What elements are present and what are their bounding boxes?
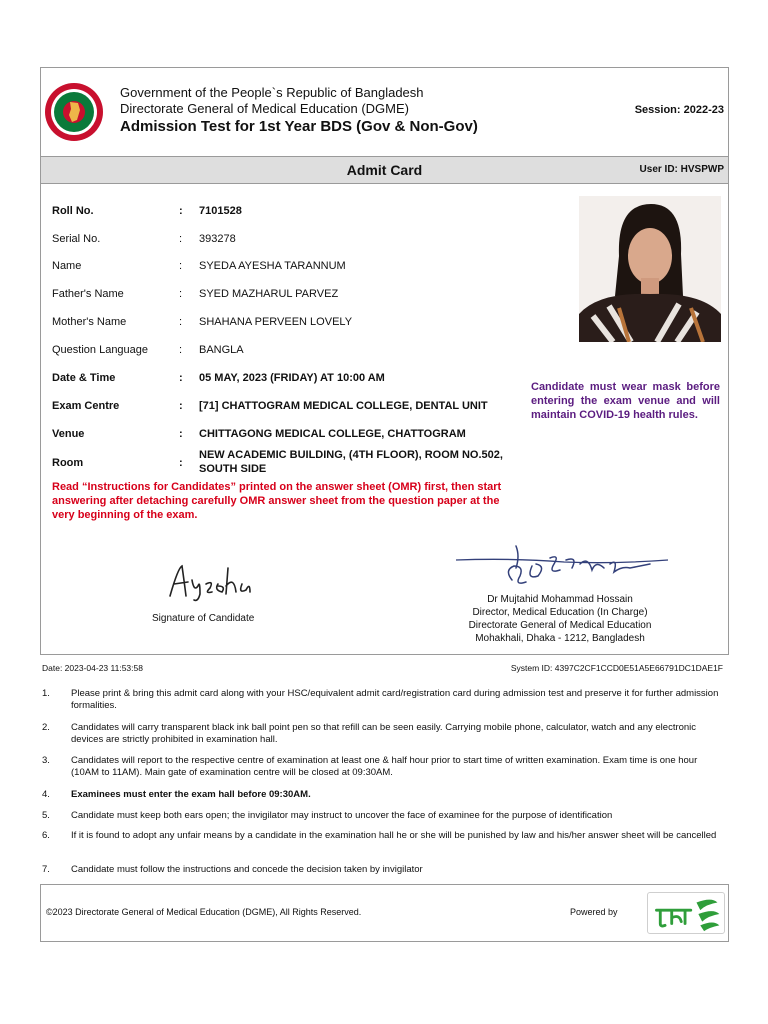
instruction-item: [42, 722, 722, 746]
instruction-number: 7.: [42, 864, 50, 875]
colon: :: [179, 400, 183, 412]
director-address: Mohakhali, Dhaka - 1212, Bangladesh: [475, 633, 645, 644]
father-label: Father's Name: [52, 288, 124, 300]
government-name: Government of the People`s Republic of Bangladesh: [120, 85, 424, 100]
system-id: System ID: 4397C2CF1CCD0E51A5E66791DC1DAE1F: [510, 663, 723, 673]
room-value-line2: SOUTH SIDE: [199, 463, 267, 475]
colon: :: [179, 344, 183, 356]
serial-value: 393278: [199, 233, 236, 245]
roll-value: 7101528: [199, 205, 242, 217]
colon: :: [179, 260, 183, 272]
instruction-text: Candidates will carry transparent black ink ball point pen so that refill can be seen easily. Carrying mobile phone, calculator, watch and any electronic devices are strictly prohibited in examination hall.: [71, 722, 697, 745]
instruction-text: Candidates will report to the respective centre of examination at least one & half hour prior to start time of written examination. Exam time is one hour (10AM to 11AM). Main gate of examination centre will be closed at 09:30AM.: [71, 755, 698, 778]
candidate-photo: [579, 196, 721, 342]
colon: :: [179, 428, 183, 440]
instruction-number: 6.: [42, 830, 50, 841]
centre-label: Exam Centre: [52, 400, 120, 412]
omr-instruction: Read “Instructions for Candidates” printed on the answer sheet (OMR) first, then start answering after detaching carefully OMR answer sheet from the question paper at the very beginning of the exam.: [52, 481, 502, 521]
instruction-item: [42, 864, 722, 876]
instruction-number: 5.: [42, 810, 50, 821]
government-seal-icon: [44, 82, 104, 142]
colon: :: [179, 372, 183, 384]
venue-label: Venue: [52, 428, 85, 440]
director-title: Director, Medical Education (In Charge): [472, 607, 648, 618]
instruction-item: [42, 755, 722, 779]
issue-date: Date: 2023-04-23 11:53:58: [42, 663, 143, 673]
datetime-label: Date & Time: [52, 372, 116, 384]
candidate-signature: [160, 560, 270, 604]
instruction-text: Please print & bring this admit card along with your HSC/equivalent admit card/registration card during admission test and preserve it for further admission formalities.: [71, 688, 719, 711]
directorate-name: Directorate General of Medical Education (DGME): [120, 101, 410, 116]
director-org: Directorate General of Medical Education: [468, 620, 652, 631]
user-id: User ID: HVSPWP: [639, 164, 724, 175]
language-value: BANGLA: [199, 344, 244, 356]
room-value-line1: NEW ACADEMIC BUILDING, (4TH FLOOR), ROOM NO.502,: [199, 449, 503, 461]
father-value: SYED MAZHARUL PARVEZ: [199, 288, 339, 300]
instruction-item: [42, 789, 722, 801]
language-label: Question Language: [52, 344, 149, 356]
instruction-text: Examinees must enter the exam hall before 09:30AM.: [71, 789, 311, 800]
colon: :: [179, 457, 183, 469]
roll-label: Roll No.: [52, 205, 94, 217]
copyright: ©2023 Directorate General of Medical Education (DGME), All Rights Reserved.: [46, 907, 362, 917]
colon: :: [179, 205, 183, 217]
serial-label: Serial No.: [52, 233, 101, 245]
instruction-item: [42, 810, 722, 822]
instruction-item: [42, 688, 722, 712]
room-label: Room: [52, 457, 84, 469]
datetime-value: 05 MAY, 2023 (FRIDAY) AT 10:00 AM: [199, 372, 385, 384]
instruction-number: 2.: [42, 722, 50, 733]
test-title: Admission Test for 1st Year BDS (Gov & Non-Gov): [120, 118, 478, 135]
candidate-signature-label: Signature of Candidate: [152, 613, 255, 624]
mother-label: Mother's Name: [52, 316, 127, 328]
instruction-number: 3.: [42, 755, 50, 766]
instruction-number: 4.: [42, 789, 50, 800]
session-label: Session: 2022-23: [634, 104, 724, 116]
colon: :: [179, 316, 183, 328]
admit-card-title: Admit Card: [346, 162, 423, 178]
mask-instruction: Candidate must wear mask before entering the exam venue and will maintain COVID-19 health rules.: [531, 381, 720, 421]
director-signature: [454, 536, 672, 594]
colon: :: [179, 233, 183, 245]
name-value: SYEDA AYESHA TARANNUM: [199, 260, 346, 272]
teletalk-logo: [647, 892, 725, 934]
name-label: Name: [52, 260, 82, 272]
colon: :: [179, 288, 183, 300]
mother-value: SHAHANA PERVEEN LOVELY: [199, 316, 353, 328]
venue-value: CHITTAGONG MEDICAL COLLEGE, CHATTOGRAM: [199, 428, 466, 440]
instruction-text: Candidate must keep both ears open; the invigilator may instruct to uncover the face of examinee for the purpose of identification: [71, 810, 613, 821]
director-name: Dr Mujtahid Mohammad Hossain: [487, 594, 633, 605]
powered-by-label: Powered by: [570, 907, 618, 917]
director-block: [455, 593, 665, 645]
admit-card-bar: [40, 156, 729, 184]
instruction-text: If it is found to adopt any unfair means by a candidate in the examination hall he or she will be punished by law and his/her answer sheet will be cancelled: [71, 830, 717, 841]
centre-value: [71] CHATTOGRAM MEDICAL COLLEGE, DENTAL UNIT: [199, 400, 488, 412]
instruction-text: Candidate must follow the instructions and concede the decision taken by invigilator: [71, 864, 423, 875]
instruction-number: 1.: [42, 688, 50, 699]
instruction-item: [42, 830, 722, 842]
